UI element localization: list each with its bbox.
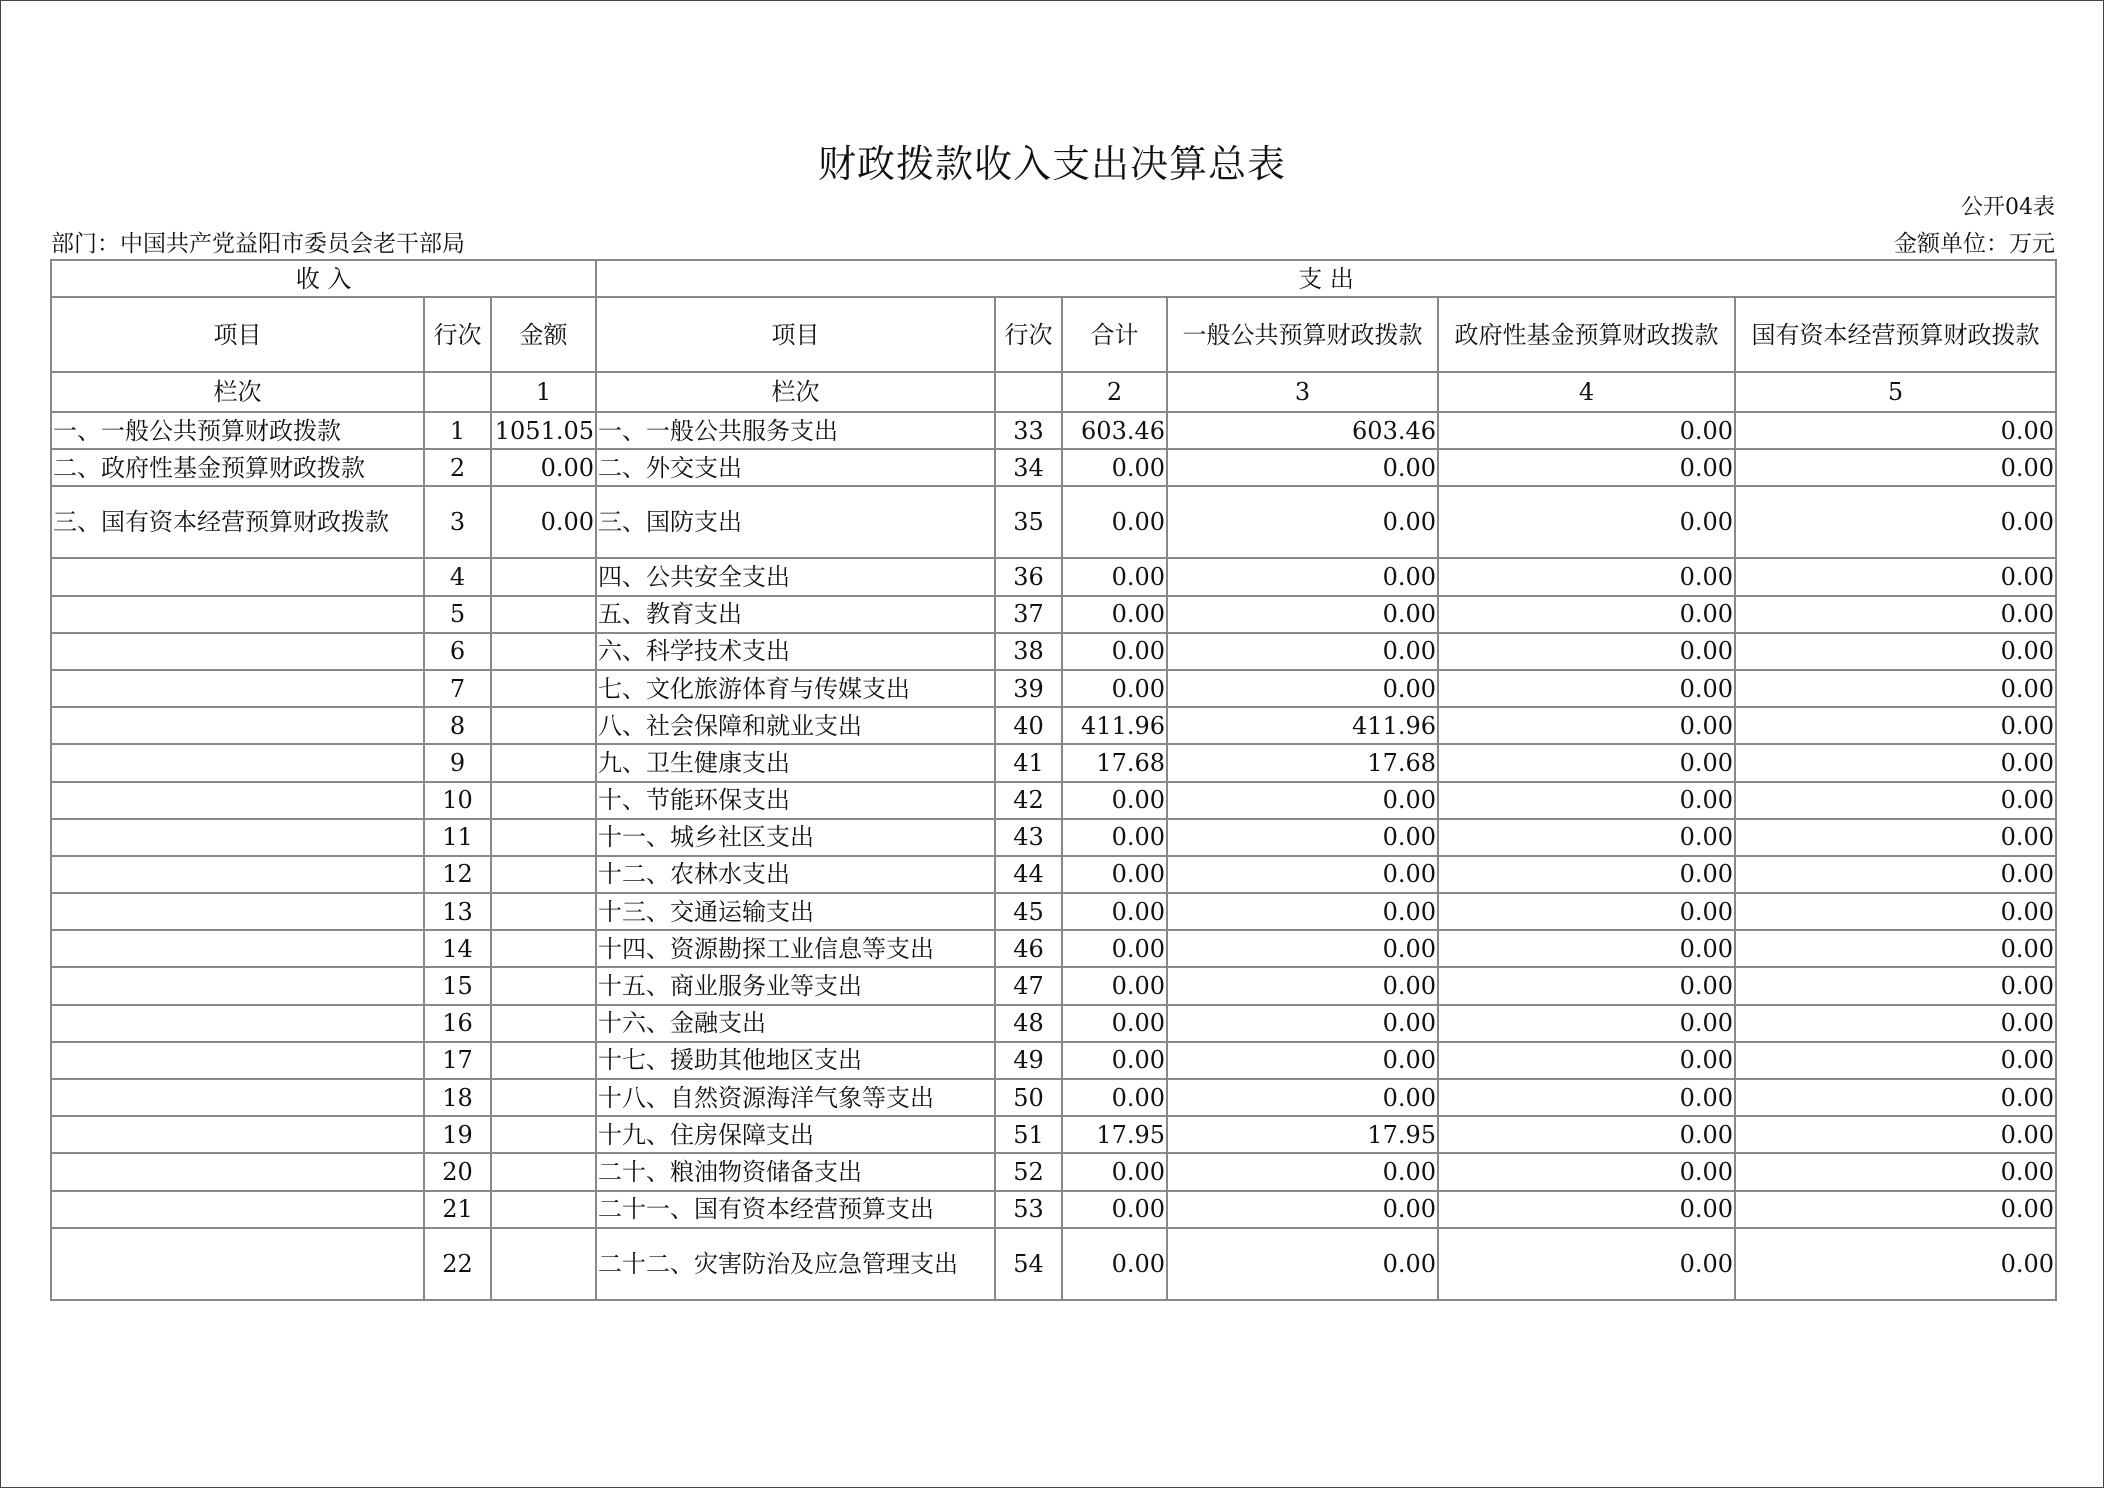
general-cell: 17.68: [1167, 744, 1438, 781]
state-cell: 0.00: [1735, 1153, 2056, 1190]
income-amount-cell: [491, 1005, 596, 1042]
state-cell: 0.00: [1735, 1191, 2056, 1228]
index-income-line: [424, 372, 491, 412]
index-general: 3: [1167, 372, 1438, 412]
income-line-cell: 5: [424, 596, 491, 633]
expense-line-cell: 41: [995, 744, 1062, 781]
income-line-cell: 7: [424, 670, 491, 707]
income-line-cell: 18: [424, 1079, 491, 1116]
expense-item-cell: 二十二、灾害防治及应急管理支出: [596, 1228, 995, 1300]
income-line-cell: 16: [424, 1005, 491, 1042]
table-row: [51, 558, 2056, 595]
fiscal-table: [50, 259, 2057, 1301]
table-row: [51, 967, 2056, 1004]
expense-line-cell: 38: [995, 633, 1062, 670]
expense-item-cell: 五、教育支出: [596, 596, 995, 633]
general-cell: 0.00: [1167, 856, 1438, 893]
total-cell: 0.00: [1062, 1079, 1167, 1116]
expense-item-cell: 四、公共安全支出: [596, 558, 995, 595]
general-cell: 0.00: [1167, 1079, 1438, 1116]
expense-line-cell: 50: [995, 1079, 1062, 1116]
income-item-cell: [51, 558, 424, 595]
income-amount-cell: [491, 1191, 596, 1228]
table-row: [51, 1042, 2056, 1079]
total-cell: 0.00: [1062, 633, 1167, 670]
expense-item-cell: 二十、粮油物资储备支出: [596, 1153, 995, 1190]
income-item-cell: [51, 930, 424, 967]
table-row: [51, 782, 2056, 819]
state-cell: 0.00: [1735, 558, 2056, 595]
general-cell: 0.00: [1167, 449, 1438, 486]
expense-line-cell: 35: [995, 486, 1062, 558]
fund-cell: 0.00: [1438, 1116, 1735, 1153]
expense-line-cell: 44: [995, 856, 1062, 893]
total-cell: 0.00: [1062, 1042, 1167, 1079]
total-cell: 0.00: [1062, 930, 1167, 967]
state-cell: 0.00: [1735, 782, 2056, 819]
income-item-cell: [51, 744, 424, 781]
income-item-cell: [51, 967, 424, 1004]
expense-line-cell: 49: [995, 1042, 1062, 1079]
total-cell: 0.00: [1062, 670, 1167, 707]
income-amount-cell: [491, 558, 596, 595]
fund-cell: 0.00: [1438, 558, 1735, 595]
state-cell: 0.00: [1735, 670, 2056, 707]
expense-line-cell: 54: [995, 1228, 1062, 1300]
state-cell: 0.00: [1735, 449, 2056, 486]
general-cell: 0.00: [1167, 670, 1438, 707]
index-total: 2: [1062, 372, 1167, 412]
expense-item-cell: 十八、自然资源海洋气象等支出: [596, 1079, 995, 1116]
state-cell: 0.00: [1735, 633, 2056, 670]
index-fund: 4: [1438, 372, 1735, 412]
fund-cell: 0.00: [1438, 596, 1735, 633]
table-row: [51, 1228, 2056, 1300]
income-amount-cell: [491, 707, 596, 744]
total-cell: 0.00: [1062, 449, 1167, 486]
income-item-cell: [51, 1153, 424, 1190]
income-line-cell: 17: [424, 1042, 491, 1079]
income-line-cell: 14: [424, 930, 491, 967]
total-cell: 411.96: [1062, 707, 1167, 744]
expense-line-cell: 36: [995, 558, 1062, 595]
expense-item-cell: 十四、资源勘探工业信息等支出: [596, 930, 995, 967]
income-item-cell: 二、政府性基金预算财政拨款: [51, 449, 424, 486]
state-cell: 0.00: [1735, 596, 2056, 633]
income-amount-cell: [491, 1042, 596, 1079]
state-cell: 0.00: [1735, 1005, 2056, 1042]
income-line-cell: 15: [424, 967, 491, 1004]
income-item-cell: [51, 856, 424, 893]
table-row: [51, 819, 2056, 856]
income-amount-cell: 0.00: [491, 449, 596, 486]
income-item-cell: [51, 782, 424, 819]
total-cell: 603.46: [1062, 412, 1167, 449]
expense-section-header: 支 出: [596, 260, 2056, 297]
income-line-cell: 13: [424, 893, 491, 930]
income-amount-cell: [491, 1116, 596, 1153]
total-cell: 0.00: [1062, 819, 1167, 856]
header-income-item: 项目: [51, 297, 424, 372]
state-cell: 0.00: [1735, 707, 2056, 744]
expense-line-cell: 34: [995, 449, 1062, 486]
table-row: [51, 1191, 2056, 1228]
income-amount-cell: [491, 930, 596, 967]
state-cell: 0.00: [1735, 486, 2056, 558]
income-line-cell: 19: [424, 1116, 491, 1153]
expense-item-cell: 三、国防支出: [596, 486, 995, 558]
table-row: [51, 449, 2056, 486]
fund-cell: 0.00: [1438, 782, 1735, 819]
header-general: 一般公共预算财政拨款: [1167, 297, 1438, 372]
income-line-cell: 4: [424, 558, 491, 595]
income-amount-cell: [491, 782, 596, 819]
state-cell: 0.00: [1735, 819, 2056, 856]
income-line-cell: 9: [424, 744, 491, 781]
header-income-amount: 金额: [491, 297, 596, 372]
income-item-cell: [51, 1079, 424, 1116]
income-line-cell: 3: [424, 486, 491, 558]
expense-line-cell: 40: [995, 707, 1062, 744]
income-amount-cell: [491, 670, 596, 707]
expense-line-cell: 53: [995, 1191, 1062, 1228]
header-fund: 政府性基金预算财政拨款: [1438, 297, 1735, 372]
fund-cell: 0.00: [1438, 1042, 1735, 1079]
expense-line-cell: 39: [995, 670, 1062, 707]
total-cell: 17.68: [1062, 744, 1167, 781]
income-amount-cell: [491, 1153, 596, 1190]
expense-item-cell: 十九、住房保障支出: [596, 1116, 995, 1153]
income-item-cell: [51, 670, 424, 707]
fund-cell: 0.00: [1438, 1153, 1735, 1190]
income-item-cell: [51, 1191, 424, 1228]
expense-item-cell: 七、文化旅游体育与传媒支出: [596, 670, 995, 707]
expense-item-cell: 九、卫生健康支出: [596, 744, 995, 781]
expense-line-cell: 46: [995, 930, 1062, 967]
total-cell: 0.00: [1062, 893, 1167, 930]
income-amount-cell: [491, 893, 596, 930]
expense-line-cell: 43: [995, 819, 1062, 856]
fund-cell: 0.00: [1438, 856, 1735, 893]
fund-cell: 0.00: [1438, 1228, 1735, 1300]
total-cell: 0.00: [1062, 486, 1167, 558]
index-state: 5: [1735, 372, 2056, 412]
expense-line-cell: 37: [995, 596, 1062, 633]
general-cell: 0.00: [1167, 893, 1438, 930]
income-line-cell: 10: [424, 782, 491, 819]
income-item-cell: [51, 1005, 424, 1042]
fund-cell: 0.00: [1438, 1079, 1735, 1116]
fund-cell: 0.00: [1438, 486, 1735, 558]
fund-cell: 0.00: [1438, 893, 1735, 930]
fund-cell: 0.00: [1438, 967, 1735, 1004]
table-row: [51, 744, 2056, 781]
header-total: 合计: [1062, 297, 1167, 372]
expense-item-cell: 一、一般公共服务支出: [596, 412, 995, 449]
income-line-cell: 2: [424, 449, 491, 486]
income-amount-cell: [491, 856, 596, 893]
table-row: [51, 486, 2056, 558]
state-cell: 0.00: [1735, 856, 2056, 893]
income-amount-cell: [491, 819, 596, 856]
fund-cell: 0.00: [1438, 633, 1735, 670]
general-cell: 0.00: [1167, 1005, 1438, 1042]
general-cell: 0.00: [1167, 819, 1438, 856]
income-item-cell: [51, 1228, 424, 1300]
header-state: 国有资本经营预算财政拨款: [1735, 297, 2056, 372]
general-cell: 17.95: [1167, 1116, 1438, 1153]
income-amount-cell: [491, 967, 596, 1004]
table-row: [51, 633, 2056, 670]
income-item-cell: [51, 707, 424, 744]
table-row: [51, 412, 2056, 449]
table-row: [51, 707, 2056, 744]
general-cell: 0.00: [1167, 1153, 1438, 1190]
fund-cell: 0.00: [1438, 1005, 1735, 1042]
income-amount-cell: [491, 744, 596, 781]
index-expense-line: [995, 372, 1062, 412]
total-cell: 0.00: [1062, 967, 1167, 1004]
income-section-header: 收 入: [51, 260, 596, 297]
income-amount-cell: 1051.05: [491, 412, 596, 449]
total-cell: 0.00: [1062, 856, 1167, 893]
general-cell: 603.46: [1167, 412, 1438, 449]
income-item-cell: 一、一般公共预算财政拨款: [51, 412, 424, 449]
total-cell: 0.00: [1062, 1153, 1167, 1190]
expense-item-cell: 十五、商业服务业等支出: [596, 967, 995, 1004]
header-expense-item: 项目: [596, 297, 995, 372]
total-cell: 17.95: [1062, 1116, 1167, 1153]
index-income-label: 栏次: [51, 372, 424, 412]
expense-item-cell: 六、科学技术支出: [596, 633, 995, 670]
income-line-cell: 21: [424, 1191, 491, 1228]
fund-cell: 0.00: [1438, 930, 1735, 967]
expense-line-cell: 48: [995, 1005, 1062, 1042]
general-cell: 411.96: [1167, 707, 1438, 744]
general-cell: 0.00: [1167, 633, 1438, 670]
income-amount-cell: [491, 633, 596, 670]
expense-item-cell: 十七、援助其他地区支出: [596, 1042, 995, 1079]
expense-item-cell: 八、社会保障和就业支出: [596, 707, 995, 744]
header-expense-line: 行次: [995, 297, 1062, 372]
fund-cell: 0.00: [1438, 1191, 1735, 1228]
expense-item-cell: 十六、金融支出: [596, 1005, 995, 1042]
state-cell: 0.00: [1735, 967, 2056, 1004]
fund-cell: 0.00: [1438, 412, 1735, 449]
total-cell: 0.00: [1062, 1005, 1167, 1042]
total-cell: 0.00: [1062, 1191, 1167, 1228]
total-cell: 0.00: [1062, 782, 1167, 819]
state-cell: 0.00: [1735, 744, 2056, 781]
header-income-line: 行次: [424, 297, 491, 372]
income-item-cell: [51, 893, 424, 930]
expense-line-cell: 45: [995, 893, 1062, 930]
expense-item-cell: 十、节能环保支出: [596, 782, 995, 819]
fund-cell: 0.00: [1438, 707, 1735, 744]
table-row: [51, 1005, 2056, 1042]
income-line-cell: 8: [424, 707, 491, 744]
table-row: [51, 1116, 2056, 1153]
general-cell: 0.00: [1167, 782, 1438, 819]
department-label: 部门：中国共产党益阳市委员会老干部局: [51, 231, 465, 257]
expense-item-cell: 二、外交支出: [596, 449, 995, 486]
state-cell: 0.00: [1735, 1079, 2056, 1116]
general-cell: 0.00: [1167, 1042, 1438, 1079]
fund-cell: 0.00: [1438, 449, 1735, 486]
state-cell: 0.00: [1735, 1228, 2056, 1300]
income-amount-cell: 0.00: [491, 486, 596, 558]
expense-item-cell: 十三、交通运输支出: [596, 893, 995, 930]
income-item-cell: [51, 1116, 424, 1153]
income-item-cell: [51, 819, 424, 856]
expense-line-cell: 33: [995, 412, 1062, 449]
general-cell: 0.00: [1167, 486, 1438, 558]
fund-cell: 0.00: [1438, 819, 1735, 856]
income-item-cell: 三、国有资本经营预算财政拨款: [51, 486, 424, 558]
table-row: [51, 1079, 2056, 1116]
general-cell: 0.00: [1167, 967, 1438, 1004]
income-item-cell: [51, 633, 424, 670]
table-row: [51, 930, 2056, 967]
expense-line-cell: 42: [995, 782, 1062, 819]
income-item-cell: [51, 596, 424, 633]
table-row: [51, 596, 2056, 633]
state-cell: 0.00: [1735, 930, 2056, 967]
unit-label: 金额单位：万元: [1894, 231, 2055, 257]
expense-line-cell: 47: [995, 967, 1062, 1004]
fund-cell: 0.00: [1438, 744, 1735, 781]
general-cell: 0.00: [1167, 1191, 1438, 1228]
total-cell: 0.00: [1062, 596, 1167, 633]
general-cell: 0.00: [1167, 558, 1438, 595]
income-line-cell: 11: [424, 819, 491, 856]
income-amount-cell: [491, 1079, 596, 1116]
table-row: [51, 1153, 2056, 1190]
income-line-cell: 12: [424, 856, 491, 893]
income-line-cell: 1: [424, 412, 491, 449]
state-cell: 0.00: [1735, 412, 2056, 449]
index-expense-label: 栏次: [596, 372, 995, 412]
state-cell: 0.00: [1735, 1042, 2056, 1079]
table-row: [51, 856, 2056, 893]
income-amount-cell: [491, 596, 596, 633]
state-cell: 0.00: [1735, 1116, 2056, 1153]
income-amount-cell: [491, 1228, 596, 1300]
general-cell: 0.00: [1167, 596, 1438, 633]
expense-item-cell: 二十一、国有资本经营预算支出: [596, 1191, 995, 1228]
expense-line-cell: 52: [995, 1153, 1062, 1190]
expense-item-cell: 十二、农林水支出: [596, 856, 995, 893]
income-item-cell: [51, 1042, 424, 1079]
report-title: 财政拨款收入支出决算总表: [817, 142, 1286, 186]
income-line-cell: 20: [424, 1153, 491, 1190]
general-cell: 0.00: [1167, 930, 1438, 967]
income-line-cell: 6: [424, 633, 491, 670]
expense-line-cell: 51: [995, 1116, 1062, 1153]
total-cell: 0.00: [1062, 558, 1167, 595]
form-number: 公开04表: [1961, 195, 2055, 220]
index-income-amount: 1: [491, 372, 596, 412]
table-row: [51, 893, 2056, 930]
total-cell: 0.00: [1062, 1228, 1167, 1300]
fund-cell: 0.00: [1438, 670, 1735, 707]
expense-item-cell: 十一、城乡社区支出: [596, 819, 995, 856]
general-cell: 0.00: [1167, 1228, 1438, 1300]
table-row: [51, 670, 2056, 707]
state-cell: 0.00: [1735, 893, 2056, 930]
income-line-cell: 22: [424, 1228, 491, 1300]
